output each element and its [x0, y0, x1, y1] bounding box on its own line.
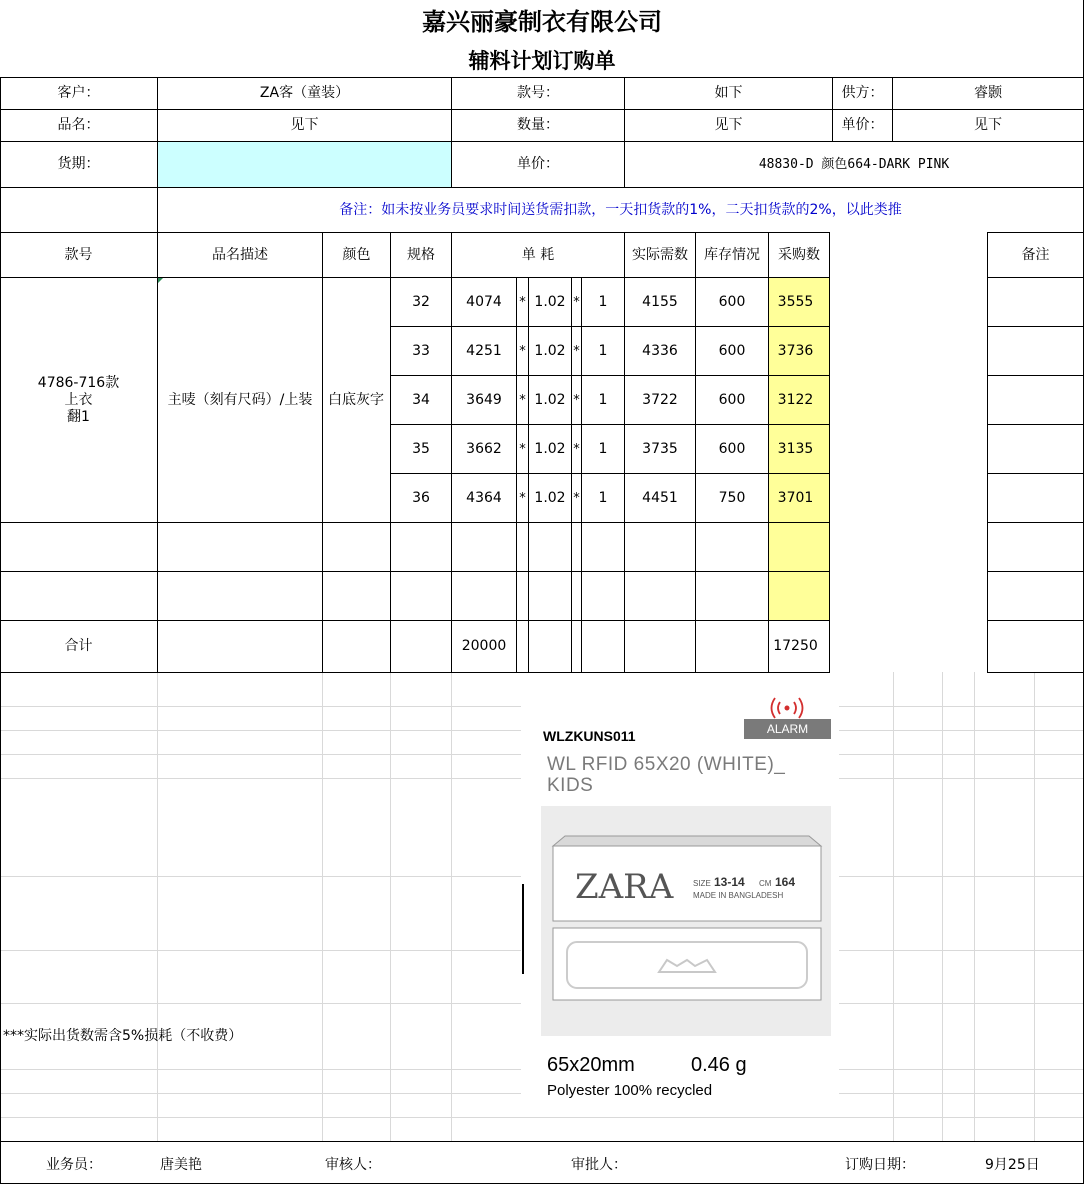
col-desc: 品名描述	[212, 246, 268, 263]
svg-text:MADE IN BANGLADESH: MADE IN BANGLADESH	[693, 891, 784, 900]
row-need[interactable]: 4155	[642, 293, 678, 310]
delivery-label: 货期：	[57, 156, 100, 172]
group-style-no[interactable]: 4786-716款 上衣 翻1	[37, 374, 120, 425]
quantity-label: 数量：	[517, 117, 559, 133]
label-image	[541, 806, 831, 1036]
row-purchase[interactable]: 3736	[777, 342, 814, 359]
customer-value[interactable]: ZA客（童装）	[259, 85, 350, 101]
row-purchase[interactable]: 3122	[777, 391, 814, 408]
row-mult[interactable]: 1	[598, 293, 608, 310]
row-stock[interactable]: 600	[718, 342, 746, 359]
col-remark: 备注	[1021, 246, 1050, 263]
row-size[interactable]: 36	[412, 489, 430, 506]
rfid-label-drawing	[541, 806, 831, 1036]
row-star1[interactable]: *	[519, 343, 526, 359]
form-title: 辅料计划订购单	[468, 47, 616, 73]
row-qty[interactable]: 4251	[466, 342, 502, 359]
col-unit-consumption: 单 耗	[521, 246, 555, 263]
delivery-value[interactable]	[158, 142, 451, 187]
row-stock[interactable]: 750	[718, 489, 746, 506]
product-name-label: 品名：	[57, 117, 100, 133]
supplier-label: 供方：	[841, 85, 884, 101]
group-color[interactable]: 白底灰字	[328, 391, 384, 408]
row-qty[interactable]: 4364	[466, 489, 502, 506]
row-qty[interactable]: 3662	[466, 440, 502, 457]
order-date-label: 订购日期：	[845, 1157, 915, 1173]
row-star1[interactable]: *	[519, 294, 526, 310]
unit-price2-label: 单价：	[517, 156, 559, 172]
product-name-value[interactable]: 见下	[290, 117, 319, 133]
product-code: WLZKUNS011	[543, 728, 636, 744]
product-weight: 0.46 g	[691, 1054, 747, 1076]
row-star2[interactable]: *	[573, 392, 580, 408]
row-star2[interactable]: *	[573, 490, 580, 506]
row-factor[interactable]: 1.02	[534, 440, 566, 457]
unit-price-value[interactable]: 见下	[974, 117, 1002, 133]
customer-label: 客户：	[57, 85, 100, 101]
row-size[interactable]: 32	[412, 293, 430, 310]
group-description[interactable]: 主唛（刻有尺码）/上装	[167, 391, 313, 408]
row-factor[interactable]: 1.02	[534, 293, 566, 310]
row-size[interactable]: 35	[412, 440, 430, 457]
row-need[interactable]: 4451	[642, 489, 678, 506]
total-qty: 20000	[461, 638, 507, 654]
total-label: 合计	[64, 638, 93, 654]
row-star2[interactable]: *	[573, 294, 580, 310]
row-factor[interactable]: 1.02	[534, 489, 566, 506]
penalty-note: 备注：如未按业务员要求时间送货需扣款，一天扣货款的1%，二天扣货款的2%，以此类推	[339, 201, 902, 218]
unit-price2-value[interactable]: 48830-D 颜色664-DARK PINK	[758, 157, 950, 172]
product-dimensions: 65x20mm	[547, 1054, 635, 1076]
svg-text:164: 164	[775, 875, 796, 889]
row-mult[interactable]: 1	[598, 489, 608, 506]
row-star1[interactable]: *	[519, 392, 526, 408]
style-no-label: 款号：	[517, 85, 559, 101]
comment-marker	[158, 278, 163, 283]
row-factor[interactable]: 1.02	[534, 342, 566, 359]
total-purchase: 17250	[773, 638, 818, 654]
row-mult[interactable]: 1	[598, 440, 608, 457]
row-size[interactable]: 34	[412, 391, 430, 408]
svg-text:CM: CM	[759, 879, 772, 888]
purchase-empty-1[interactable]	[769, 523, 829, 571]
company-name: 嘉兴丽豪制衣有限公司	[422, 6, 662, 36]
col-size: 规格	[407, 246, 435, 263]
row-mult[interactable]: 1	[598, 342, 608, 359]
product-name: WL RFID 65X20 (WHITE)_ KIDS	[547, 754, 786, 796]
col-style: 款号	[64, 246, 93, 263]
salesperson-name[interactable]: 唐美艳	[160, 1157, 202, 1173]
salesperson-label: 业务员：	[46, 1157, 102, 1173]
row-star2[interactable]: *	[573, 343, 580, 359]
row-need[interactable]: 3722	[642, 391, 678, 408]
row-purchase[interactable]: 3135	[777, 440, 814, 457]
col-stock: 库存情况	[704, 246, 760, 263]
row-mult[interactable]: 1	[598, 391, 608, 408]
supplier-value[interactable]: 睿颢	[974, 85, 1002, 101]
svg-text:SIZE: SIZE	[693, 879, 711, 888]
row-need[interactable]: 4336	[642, 342, 678, 359]
row-star1[interactable]: *	[519, 490, 526, 506]
product-material: Polyester 100% recycled	[547, 1082, 713, 1099]
row-stock[interactable]: 600	[718, 391, 746, 408]
style-no-value[interactable]: 如下	[714, 85, 743, 101]
alarm-badge: ALARM	[744, 719, 831, 739]
row-qty[interactable]: 4074	[466, 293, 502, 310]
row-purchase[interactable]: 3701	[777, 489, 814, 506]
brand-logo: ZARA	[575, 867, 674, 907]
product-card	[521, 686, 839, 1102]
reviewer-label: 审核人：	[325, 1157, 381, 1173]
svg-text:13-14: 13-14	[714, 875, 745, 889]
row-star1[interactable]: *	[519, 441, 526, 457]
row-factor[interactable]: 1.02	[534, 391, 566, 408]
quantity-value[interactable]: 见下	[714, 117, 743, 133]
col-purchase: 采购数	[778, 246, 820, 263]
row-need[interactable]: 3735	[642, 440, 678, 457]
col-actual-need: 实际需数	[632, 246, 688, 263]
loss-footnote: ***实际出货数需含5%损耗（不收费）	[3, 1028, 243, 1044]
order-date-value[interactable]: 9月25日	[985, 1157, 1040, 1173]
row-purchase[interactable]: 3555	[777, 293, 814, 310]
row-stock[interactable]: 600	[718, 440, 746, 457]
row-size[interactable]: 33	[412, 342, 430, 359]
col-color: 颜色	[342, 246, 371, 263]
alarm-signal-icon	[765, 694, 809, 720]
unit-price-label: 单价：	[841, 117, 884, 133]
row-star2[interactable]: *	[573, 441, 580, 457]
card-edge-mark	[522, 884, 524, 974]
purchase-empty-2[interactable]	[769, 572, 829, 620]
approver-label: 审批人：	[571, 1157, 627, 1173]
row-stock[interactable]: 600	[718, 293, 746, 310]
row-qty[interactable]: 3649	[466, 391, 502, 408]
